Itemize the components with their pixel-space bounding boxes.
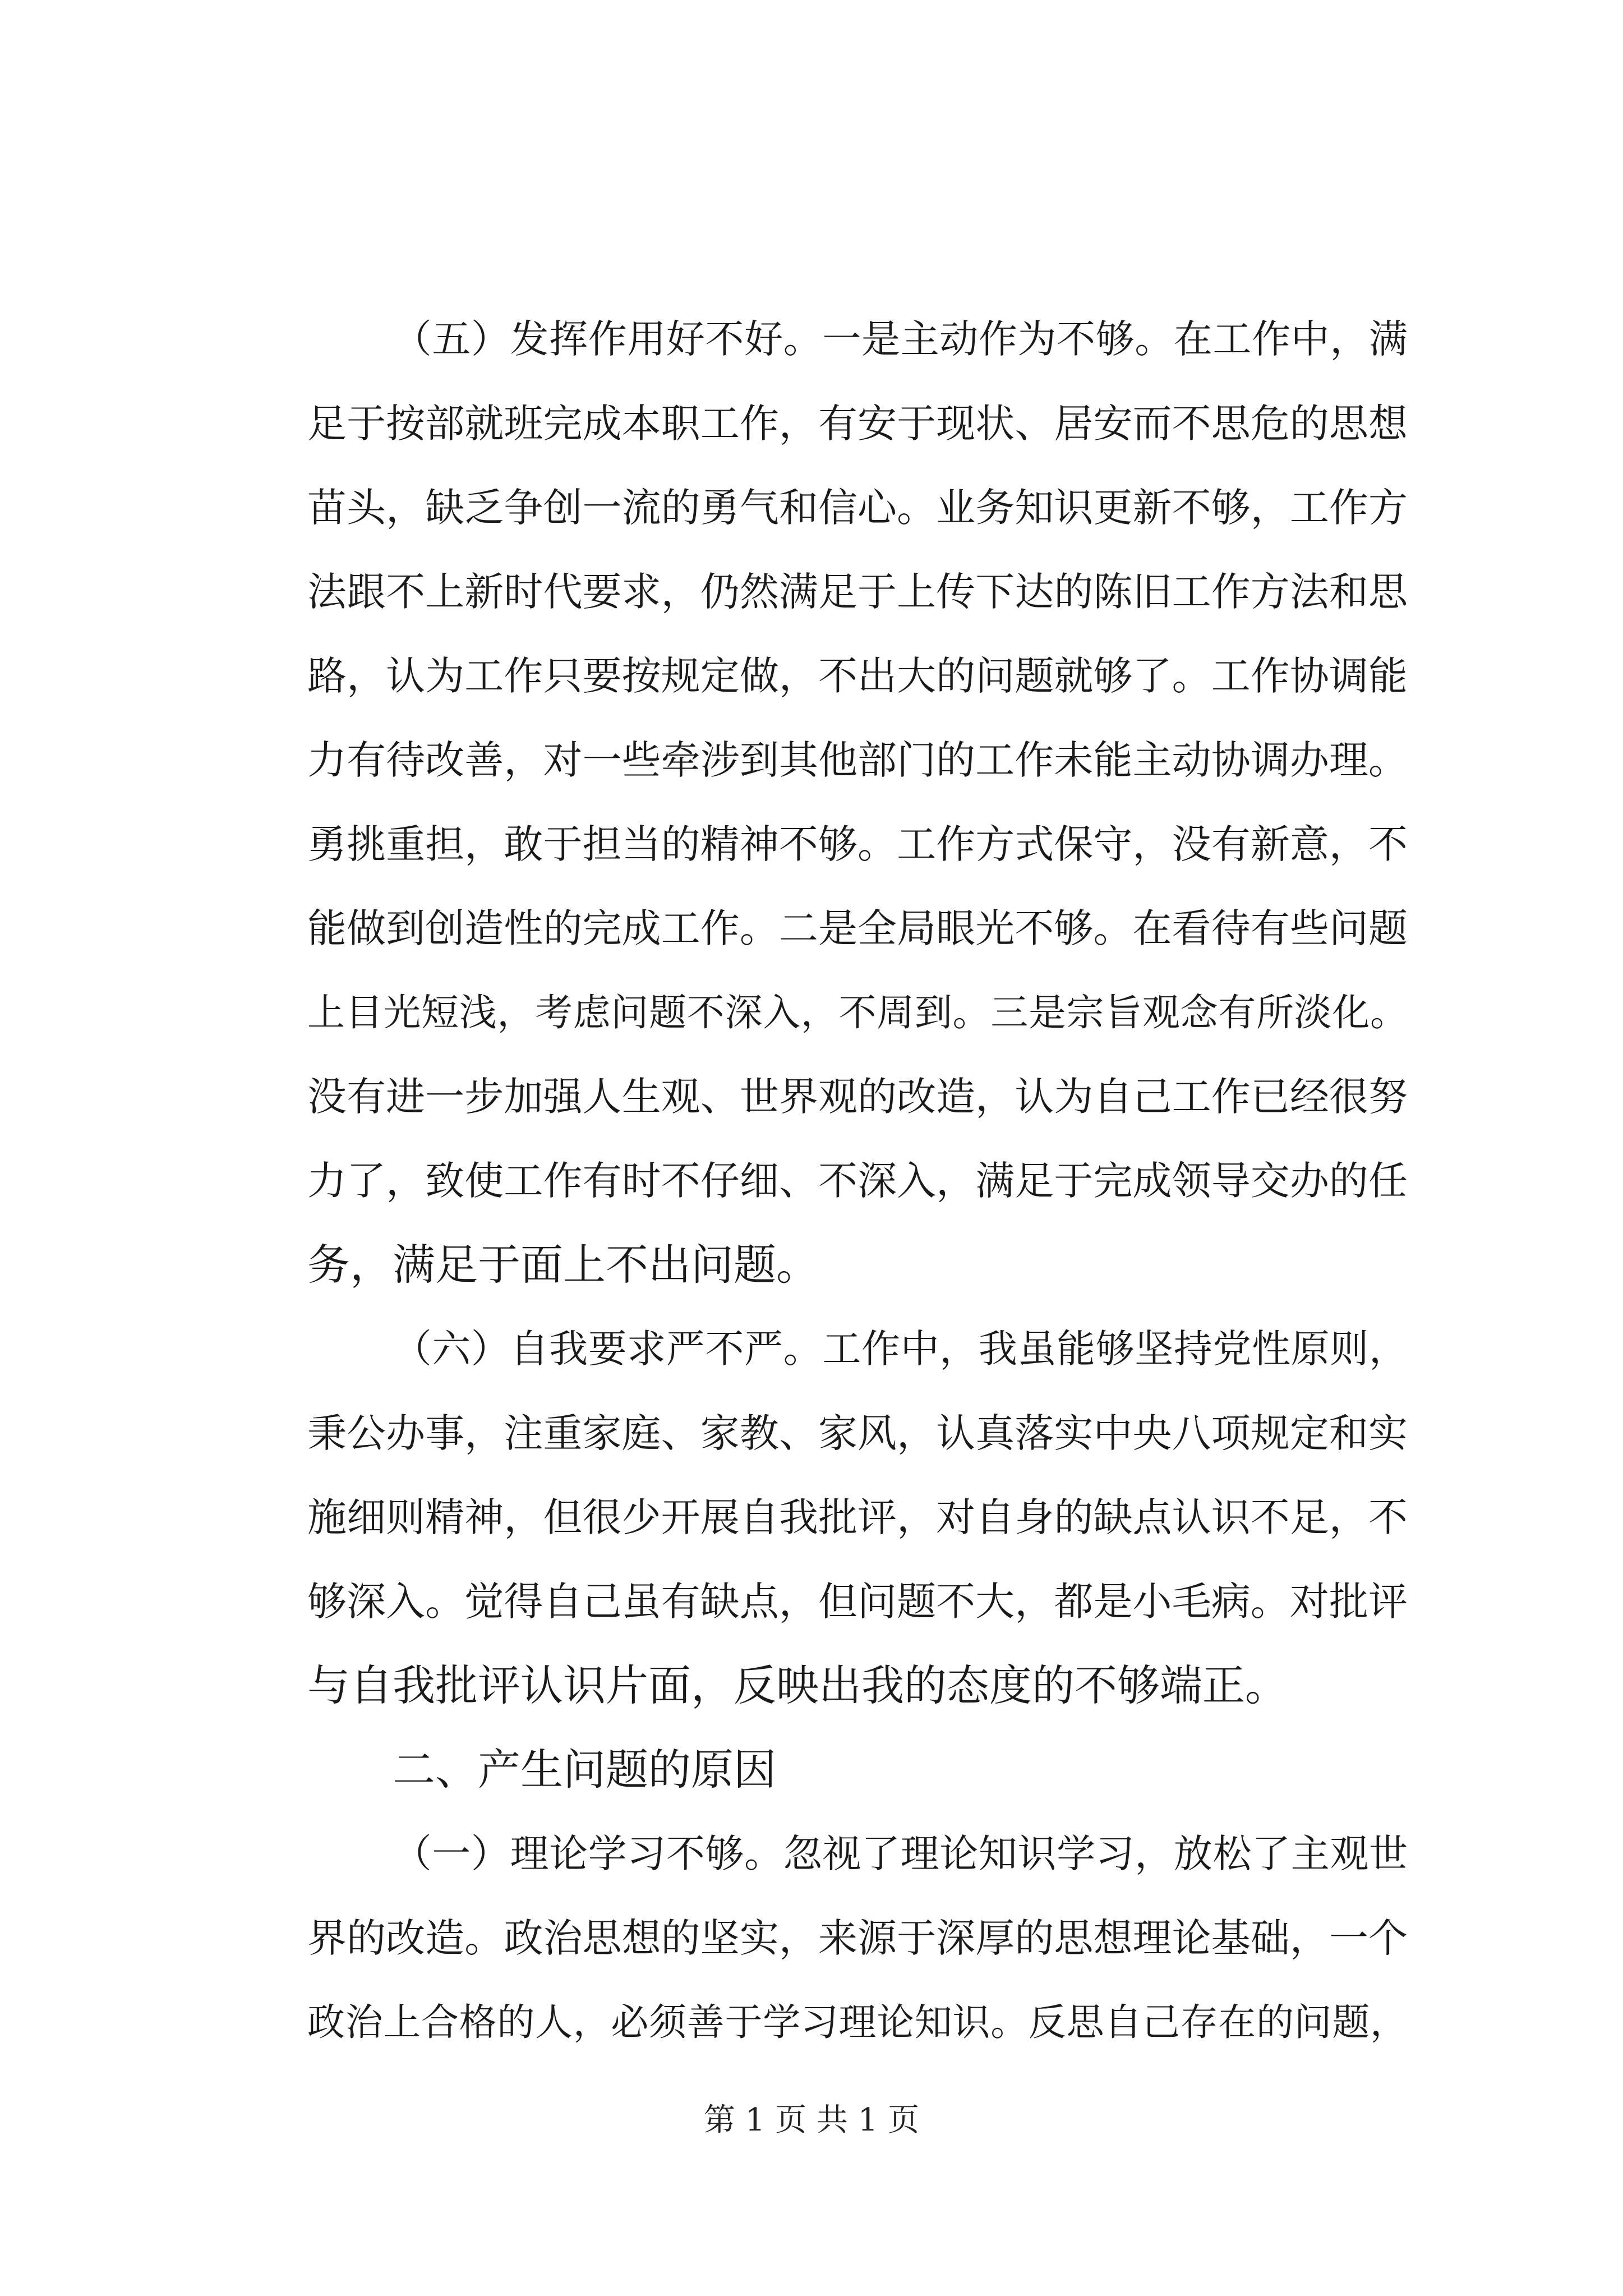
text-line-content: 法跟不上新时代要求，仍然满足于上传下达的陈旧工作方法和思 — [307, 569, 1408, 615]
text-line — [307, 1391, 1408, 1475]
text-line-content: 务，满足于面上不出问题。 — [307, 1240, 819, 1290]
text-line-content: 二、产生问题的原因 — [393, 1745, 776, 1795]
text-line — [307, 1728, 1408, 1812]
text-line-content: 上目光短浅，考虑问题不深入，不周到。三是宗旨观念有所淡化。 — [307, 991, 1408, 1034]
text-line-content: 能做到创造性的完成工作。二是全局眼光不够。在看待有些问题 — [307, 905, 1408, 951]
text-line — [307, 634, 1408, 718]
text-line — [307, 381, 1408, 466]
text-line — [307, 1307, 1408, 1391]
text-line — [307, 1139, 1408, 1223]
text-line-content: 力有待改善，对一些牵涉到其他部门的工作未能主动协调办理。 — [307, 737, 1408, 783]
text-line — [307, 886, 1408, 970]
text-line — [307, 1644, 1408, 1728]
text-line-content: 秉公办事，注重家庭、家教、家风，认真落实中央八项规定和实 — [307, 1410, 1408, 1456]
text-line — [307, 802, 1408, 886]
text-line-content: （五）发挥作用好不好。一是主动作为不够。在工作中，满 — [393, 317, 1408, 362]
text-line — [307, 1055, 1408, 1139]
text-line-content: （六）自我要求严不严。工作中，我虽能够坚持党性原则， — [393, 1327, 1408, 1372]
text-line — [307, 1223, 1408, 1307]
text-line — [307, 718, 1408, 802]
text-line-content: 勇挑重担，敢于担当的精神不够。工作方式保守，没有新意，不 — [307, 821, 1408, 867]
text-line — [307, 970, 1408, 1055]
text-line-content: 界的改造。政治思想的坚实，来源于深厚的思想理论基础，一个 — [307, 1915, 1408, 1961]
text-line — [307, 297, 1408, 381]
text-line — [307, 466, 1408, 550]
text-line-content: 路，认为工作只要按规定做，不出大的问题就够了。工作协调能 — [307, 653, 1408, 699]
text-line — [307, 1896, 1408, 1980]
text-line-content: 政治上合格的人，必须善于学习理论知识。反思自己存在的问题， — [307, 2000, 1408, 2044]
text-line-content: 足于按部就班完成本职工作，有安于现状、居安而不思危的思想 — [307, 401, 1408, 447]
text-line — [307, 550, 1408, 634]
document-body — [307, 297, 1408, 2064]
text-line-content: （一）理论学习不够。忽视了理论知识学习，放松了主观世 — [393, 1832, 1408, 1876]
text-line — [307, 1812, 1408, 1896]
text-line-content: 苗头，缺乏争创一流的勇气和信心。业务知识更新不够，工作方 — [307, 485, 1408, 531]
text-line-content: 施细则精神，但很少开展自我批评，对自身的缺点认识不足，不 — [307, 1494, 1408, 1540]
text-line-content: 够深入。觉得自己虽有缺点，但问题不大，都是小毛病。对批评 — [307, 1579, 1408, 1625]
text-line-content: 没有进一步加强人生观、世界观的改造，认为自己工作已经很努 — [307, 1074, 1408, 1120]
text-line — [307, 1559, 1408, 1644]
text-line — [307, 1980, 1408, 2064]
text-line-content: 与自我批评认识片面，反映出我的态度的不够端正。 — [307, 1660, 1288, 1710]
text-line-content: 力了，致使工作有时不仔细、不深入，满足于完成领导交办的任 — [307, 1158, 1408, 1204]
text-line — [307, 1475, 1408, 1559]
page-footer: 第 1 页 共 1 页 — [703, 2102, 920, 2138]
